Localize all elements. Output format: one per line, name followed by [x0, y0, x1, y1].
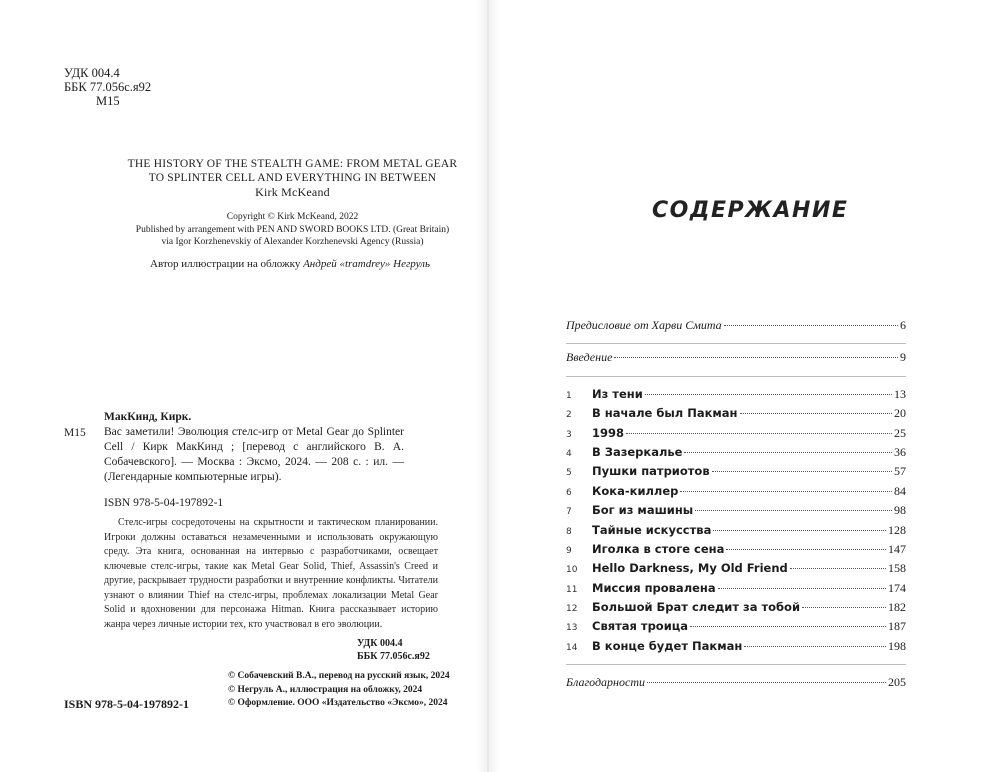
- toc-chapter-page: 182: [888, 600, 906, 615]
- copyright-block: [110, 211, 475, 249]
- toc-leader: [726, 549, 886, 550]
- biblio-description: Вас заметили! Эволюция стелс-игр от Metal Gear до Splinter Cell / Кирк МакКинд ; [перевод с английского В. А. Собачевского]. — Москва : Эксмо, 2024. — 208 с. : ил. — (Легендарные компьютерные игры).: [104, 426, 404, 483]
- toc-chapter-entry[interactable]: [566, 426, 906, 445]
- toc-chapter-title: Кока-киллер: [592, 483, 679, 498]
- toc-chapter-number: 1: [566, 390, 572, 401]
- toc-chapter-entry[interactable]: [566, 600, 906, 619]
- toc-chapter-list: [566, 387, 906, 658]
- toc-chapter-page: 174: [888, 580, 906, 595]
- toc-chapter-entry[interactable]: [566, 503, 906, 522]
- toc-leader: [680, 491, 892, 492]
- toc-entry-title: Введение: [566, 350, 613, 365]
- toc-entry-introduction[interactable]: [566, 350, 906, 369]
- toc-entry-acknowledgements[interactable]: [566, 675, 906, 694]
- biblio-code: М15: [64, 427, 86, 439]
- toc-chapter-title: 1998: [592, 425, 625, 440]
- toc-chapter-title: В конце будет Пакман: [592, 638, 743, 653]
- toc-chapter-number: 8: [566, 526, 572, 537]
- toc-leader: [695, 510, 892, 511]
- biblio-isbn: ISBN 978-5-04-197892-1: [104, 497, 224, 509]
- toc-divider: [566, 664, 906, 665]
- toc-chapter-page: 147: [888, 541, 906, 556]
- toc-chapter-title: Иголка в стоге сена: [592, 541, 725, 556]
- isbn-bottom: ISBN 978-5-04-197892-1: [64, 697, 189, 711]
- toc-entry-page: 6: [900, 318, 906, 332]
- toc-chapter-number: 12: [566, 604, 578, 615]
- toc-chapter-number: 11: [566, 584, 578, 595]
- toc-leader: [724, 325, 898, 326]
- toc-leader: [626, 433, 892, 434]
- udk-code-bottom: УДК 004.4: [357, 638, 403, 649]
- toc-leader: [647, 682, 886, 683]
- toc-chapter-entry[interactable]: [566, 523, 906, 542]
- toc-chapter-title: В начале был Пакман: [592, 406, 738, 421]
- toc-leader: [740, 413, 892, 414]
- toc-chapter-title: Тайные искусства: [592, 522, 712, 537]
- toc-leader: [744, 646, 886, 647]
- toc-leader: [690, 626, 886, 627]
- copyright-design: © Оформление. ООО «Издательство «Эксмо», 2024: [228, 698, 448, 708]
- publisher-line: Published by arrangement with PEN AND SWORD BOOKS LTD. (Great Britain): [135, 224, 450, 235]
- toc-chapter-title: Миссия провалена: [592, 580, 716, 595]
- table-of-contents: [566, 318, 906, 695]
- toc-chapter-entry[interactable]: [566, 561, 906, 580]
- bbk-code-bottom: ББК 77.056с.я92: [357, 651, 430, 662]
- toc-chapter-title: Святая троица: [592, 619, 689, 634]
- toc-chapter-entry[interactable]: [566, 484, 906, 503]
- toc-chapter-title: Hello Darkness, My Old Friend: [592, 561, 788, 576]
- toc-chapter-entry[interactable]: [566, 464, 906, 483]
- copyright-notices: [228, 670, 450, 711]
- copyright-translation: © Собачевский В.А., перевод на русский язык, 2024: [228, 671, 450, 681]
- toc-divider: [566, 343, 906, 344]
- toc-entry-foreword[interactable]: [566, 318, 906, 337]
- book-gutter: [476, 0, 500, 772]
- toc-chapter-page: 84: [894, 483, 906, 498]
- toc-chapter-number: 14: [566, 642, 578, 653]
- toc-leader: [645, 394, 892, 395]
- udk-code: УДК 004.4: [64, 66, 120, 80]
- toc-chapter-number: 3: [566, 429, 572, 440]
- book-abstract: Стелс-игры сосредоточены на скрытности и тактическом планировании. Игроки должны оставаться незамеченными и использовать окружающую среду. Эта книга, основанная на интервью с разработчиками, освещает ключевые стелс-игры, такие как Metal Gear Solid, Thief, Assassin's Creed и другие, раскрывает трудности разработки и внутренние конфликты. Читатели узнают о влиянии Thief на стелс-игры, проблемах локализации Metal Gear Solid и вдохновении для персонажа Hitman. Книга рассказывает историю жанра через личные истории тех, кто участвовал в его эволюции.: [104, 517, 438, 630]
- toc-entry-page: 205: [888, 675, 906, 690]
- bbk-code: ББК 77.056с.я92: [64, 80, 152, 94]
- illustrator-credit: [90, 258, 490, 270]
- toc-heading: СОДЕРЖАНИЕ: [652, 198, 849, 223]
- illustrator-prefix: Автор иллюстрации на обложку: [150, 258, 301, 270]
- toc-chapter-number: 13: [566, 623, 578, 634]
- toc-chapter-title: Большой Брат следит за тобой: [592, 600, 801, 615]
- original-title-line1: THE HISTORY OF THE STEALTH GAME: FROM METAL GEAR: [127, 158, 458, 170]
- toc-chapter-number: 4: [566, 448, 572, 459]
- agency-line: via Igor Korzhenevskiy of Alexander Korzhenevski Agency (Russia): [161, 237, 424, 247]
- toc-chapter-number: 6: [566, 487, 572, 498]
- toc-leader: [713, 530, 886, 531]
- original-author: Kirk McKeand: [255, 185, 330, 199]
- toc-chapter-number: 2: [566, 410, 572, 421]
- toc-chapter-title: В Зазеркалье: [592, 444, 683, 459]
- toc-leader: [684, 452, 892, 453]
- toc-chapter-number: 10: [566, 565, 578, 576]
- toc-chapter-entry[interactable]: [566, 639, 906, 658]
- toc-chapter-entry[interactable]: [566, 542, 906, 561]
- illustrator-name: Андрей «tramdrey» Негруль: [303, 258, 430, 270]
- toc-chapter-title: Из тени: [592, 386, 643, 401]
- copyright-illustration: © Негруль А., иллюстрация на обложку, 2024: [228, 684, 423, 695]
- toc-chapter-title: Пушки патриотов: [592, 464, 710, 479]
- toc-chapter-page: 57: [894, 464, 906, 479]
- bibliographic-record: [64, 409, 484, 511]
- toc-leader: [712, 471, 892, 472]
- toc-chapter-page: 25: [894, 425, 906, 440]
- toc-chapter-number: 5: [566, 468, 572, 479]
- toc-chapter-entry[interactable]: [566, 619, 906, 638]
- toc-chapter-page: 158: [888, 561, 906, 576]
- toc-leader: [790, 568, 886, 569]
- original-title-block: [110, 157, 475, 199]
- toc-chapter-number: 7: [566, 507, 572, 518]
- toc-entry-page: 9: [900, 350, 906, 365]
- toc-chapter-page: 36: [894, 444, 906, 459]
- biblio-author: МакКинд, Кирк.: [104, 411, 192, 423]
- cutter-code: М15: [96, 94, 120, 108]
- copyright-line: Copyright © Kirk McKeand, 2022: [226, 212, 359, 222]
- toc-chapter-entry[interactable]: [566, 406, 906, 425]
- toc-chapter-entry[interactable]: [566, 581, 906, 600]
- toc-chapter-page: 20: [894, 406, 906, 421]
- toc-chapter-page: 13: [894, 386, 906, 401]
- toc-chapter-page: 187: [888, 619, 906, 634]
- toc-chapter-page: 128: [888, 522, 906, 537]
- toc-chapter-page: 98: [894, 503, 906, 518]
- toc-leader: [718, 588, 886, 589]
- toc-leader: [614, 357, 898, 358]
- toc-divider: [566, 376, 906, 377]
- toc-chapter-page: 198: [888, 638, 906, 653]
- classification-codes-bottom: [357, 637, 430, 663]
- toc-entry-title: Предисловие от Харви Смита: [566, 318, 722, 332]
- toc-chapter-title: Бог из машины: [592, 503, 694, 518]
- toc-chapter-entry[interactable]: [566, 387, 906, 406]
- toc-chapter-entry[interactable]: [566, 445, 906, 464]
- toc-entry-title: Благодарности: [566, 675, 645, 690]
- toc-chapter-number: 9: [566, 545, 572, 556]
- toc-leader: [802, 607, 886, 608]
- original-title-line2: TO SPLINTER CELL AND EVERYTHING IN BETWEEN: [148, 172, 437, 184]
- classification-codes: [64, 66, 151, 108]
